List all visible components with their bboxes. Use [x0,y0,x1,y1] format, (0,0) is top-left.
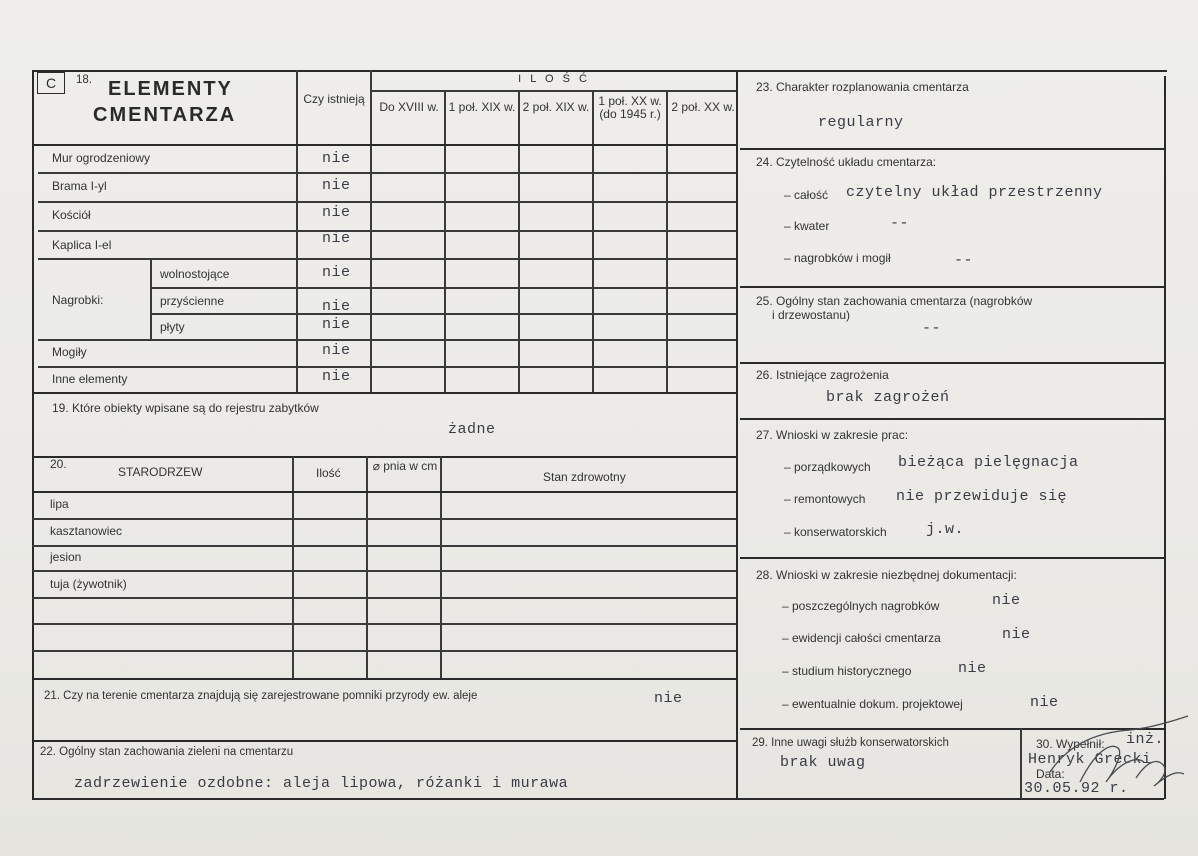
s21-bottom [32,740,736,742]
s20-header-bottom [32,491,736,493]
s20-vline-3 [440,456,442,678]
ilosc-header: I L O Ś Ć [518,73,590,85]
s20-row-line-3 [32,570,736,572]
tree-kasztanowiec: kasztanowiec [50,524,123,538]
row-value-kosciol: nie [322,204,351,221]
row-label-plyty: płyty [160,320,185,334]
s18-row-line-3 [38,230,736,232]
s18-header-bottom [32,144,736,146]
col-exists-header: Czy istnieją [303,92,365,106]
frame-right [1164,76,1166,799]
col-period-5: 2 poł. XX w. [671,100,735,114]
s18-row-line-5 [150,287,736,289]
row-value-brama: nie [322,177,351,194]
s20-number: 20. [50,457,67,471]
s20-col-health: Stan zdrowotny [543,470,626,484]
s20-row-line-1 [32,518,736,520]
s24-item-label-1: – całość [784,188,829,202]
s20-vline-2 [366,456,368,678]
s28-item-label-3: – studium historycznego [782,664,912,678]
row-label-kosciol: Kościół [52,208,91,222]
date-label: Data: [1036,767,1065,781]
s24-bottom [740,286,1164,288]
s24-item-value-3: -- [954,252,974,269]
s18-row-line-2 [38,201,736,203]
s19-value: żadne [448,421,496,438]
s20-title: STARODRZEW [118,465,203,479]
s28-item-label-2: – ewidencji całości cmentarza [782,631,941,645]
s28-item-value-2: nie [1002,626,1031,643]
s25-bottom [740,362,1164,364]
s27-item-label-2: – remontowych [784,492,866,506]
tree-jesion: jesion [50,550,82,564]
s18-row-line-6 [150,313,736,315]
s22-label: 22. Ogólny stan zachowania zieleni na cmentarzu [40,746,294,758]
s20-row-line-4 [32,597,736,599]
s27-item-label-3: – konserwatorskich [784,525,887,539]
s20-row-line-6 [32,650,736,652]
s21-label: 21. Czy na terenie cmentarza znajdują się zarejestrowane pomniki przyrody ew. aleje [44,690,478,702]
s20-row-line-5 [32,623,736,625]
nagrobki-divider [150,258,152,339]
frame-bottom [32,798,1164,800]
s18-title-1: ELEMENTY [108,78,233,100]
s19-label: 19. Które obiekty wpisane są do rejestru zabytków [52,401,319,415]
s25-label-2: i drzewostanu) [772,308,851,322]
s23-label: 23. Charakter rozplanowania cmentarza [756,80,969,94]
s28-item-value-3: nie [958,660,987,677]
frame-left [32,70,34,799]
frame-top [32,70,1167,72]
s28-item-value-4: nie [1030,694,1059,711]
row-value-kaplica: nie [322,230,351,247]
s29-s30-divider [1020,728,1022,799]
card-letter: C [37,72,65,94]
nagrobki-label: Nagrobki: [52,293,104,307]
s24-label: 24. Czytelność układu cmentarza: [756,155,937,169]
s28-item-value-1: nie [992,592,1021,609]
row-label-mogily: Mogiły [52,345,87,359]
col-period-4: 1 poł. XX w. (do 1945 r.) [598,94,662,121]
s18-vline-3 [444,90,446,392]
s26-value: brak zagrożeń [826,389,950,406]
row-label-przyscienne: przyścienne [160,294,225,308]
row-value-wolnostojace: nie [322,264,351,281]
handwritten-signature [1040,712,1190,797]
s18-title-2: CMENTARZA [93,104,237,126]
row-value-plyty: nie [322,316,351,333]
s25-label-1: 25. Ogólny stan zachowania cmentarza (nagrobków [756,294,1033,308]
s19-bottom [32,456,736,458]
s27-label: 27. Wnioski w zakresie prac: [756,428,909,442]
s24-item-value-1: czytelny układ przestrzenny [846,184,1103,201]
s29-label: 29. Inne uwagi służb konserwatorskich [752,737,949,749]
row-label-wolnostojace: wolnostojące [160,267,230,281]
row-value-mogily: nie [322,342,351,359]
s18-number: 18. [76,74,92,86]
s30-value-1: inż. [1126,731,1165,748]
s22-value: zadrzewienie ozdobne: aleja lipowa, różanki i murawa [74,775,569,792]
s25-value: -- [922,320,942,337]
s28-label: 28. Wnioski w zakresie niezbędnej dokumentacji: [756,568,1017,582]
s30-label: 30. Wypełnił: [1036,737,1105,751]
row-label-inne: Inne elementy [52,372,128,386]
s20-row-line-2 [32,545,736,547]
s20-bottom [32,678,736,680]
s18-bottom [32,392,736,394]
s20-col-diameter: ⌀ pnia w cm [372,459,438,473]
row-label-kaplica: Kaplica I-el [52,238,112,252]
col-period-2: 1 poł. XIX w. [448,100,516,114]
s23-bottom [740,148,1164,150]
s18-row-line-7 [38,339,736,341]
s30-value-2: Henryk Grecki [1028,751,1152,768]
s24-item-label-2: – kwater [784,219,830,233]
s18-row-line-4 [38,258,736,260]
s23-value: regularny [818,114,904,131]
s18-vline-6 [666,90,668,392]
s26-bottom [740,418,1164,420]
s21-value: nie [654,690,683,707]
frame-middle [736,70,738,799]
s18-vline-4 [518,90,520,392]
s28-item-label-1: – poszczególnych nagrobków [782,599,940,613]
s26-label: 26. Istniejące zagrożenia [756,368,889,382]
s28-item-label-4: – ewentualnie dokum. projektowej [782,697,963,711]
s27-bottom [740,557,1164,559]
s27-item-value-2: nie przewiduje się [896,488,1068,505]
col-period-1: Do XVIII w. [379,100,439,114]
tree-tuja: tuja (żywotnik) [50,577,127,591]
row-value-mur: nie [322,150,351,167]
row-label-mur: Mur ogrodzeniowy [52,151,151,165]
row-label-brama: Brama I-yl [52,179,107,193]
s29-value: brak uwag [780,754,866,771]
date-value: 30.05.92 r. [1024,780,1129,797]
s18-vline-5 [592,90,594,392]
s24-item-value-2: -- [890,215,910,232]
tree-lipa: lipa [50,497,69,511]
row-value-przyscienne: nie [322,298,351,315]
col-period-3: 2 poł. XIX w. [522,100,590,114]
s27-item-label-1: – porządkowych [784,460,871,474]
s20-col-qty: Ilość [316,466,341,480]
s18-row-line-8 [38,366,736,368]
row-value-inne: nie [322,368,351,385]
s27-item-value-1: bieżąca pielęgnacja [898,454,1079,471]
s20-vline-1 [292,456,294,678]
ilosc-underline [372,90,736,92]
s27-item-value-3: j.w. [926,521,965,538]
s24-item-label-3: – nagrobków i mogił [784,251,891,265]
s18-row-line-1 [38,172,736,174]
